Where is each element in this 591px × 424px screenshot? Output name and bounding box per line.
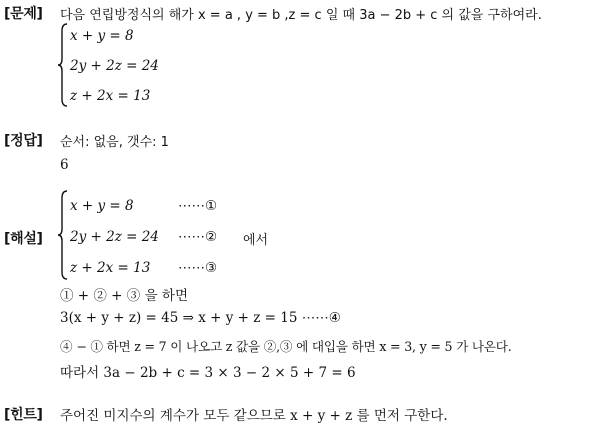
marker-1: ⋯⋯① [178, 198, 218, 214]
solution-line-2: 3(x + y + z) = 45 ⇒ x + y + z = 15 ⋯⋯④ [60, 310, 341, 326]
marker-3: ⋯⋯③ [178, 260, 218, 276]
answer-value: 6 [60, 157, 69, 173]
solution-label: [해설] [4, 231, 43, 247]
problem-label: [문제] [4, 6, 43, 22]
marker-2: ⋯⋯② [178, 229, 218, 245]
solution-equation-2: 2y + 2z = 24 [70, 229, 159, 245]
problem-equation-2: 2y + 2z = 24 [70, 58, 159, 74]
answer-meta: 순서: 없음, 갯수: 1 [60, 135, 169, 150]
problem-stem: 다음 연립방정식의 해가 x = a , y = b ,z = c 일 때 3a − 2b + c 의 값을 구하여라. [60, 8, 542, 23]
solution-equation-1: x + y = 8 [70, 198, 134, 214]
solution-equation-3: z + 2x = 13 [70, 260, 151, 276]
problem-equation-3: z + 2x = 13 [70, 88, 151, 104]
solution-line-3: ④ − ① 하면 z = 7 이 나오고 z 값을 ②,③ 에 대입을 하면 x = 3, y = 5 가 나온다. [60, 339, 512, 354]
answer-label: [정답] [4, 133, 43, 149]
hint-text: 주어진 미지수의 계수가 모두 같으므로 x + y + z 를 먼저 구한다. [60, 408, 448, 424]
solution-line-1: ① + ② + ③ 을 하면 [60, 288, 188, 304]
equations-suffix: 에서 [243, 233, 269, 248]
solution-line-4: 따라서 3a − 2b + c = 3 × 3 − 2 × 5 + 7 = 6 [60, 365, 356, 381]
solution-brace-icon [57, 190, 69, 280]
problem-brace-icon [57, 23, 69, 107]
problem-equation-1: x + y = 8 [70, 28, 134, 44]
hint-label: [힌트] [4, 407, 43, 423]
